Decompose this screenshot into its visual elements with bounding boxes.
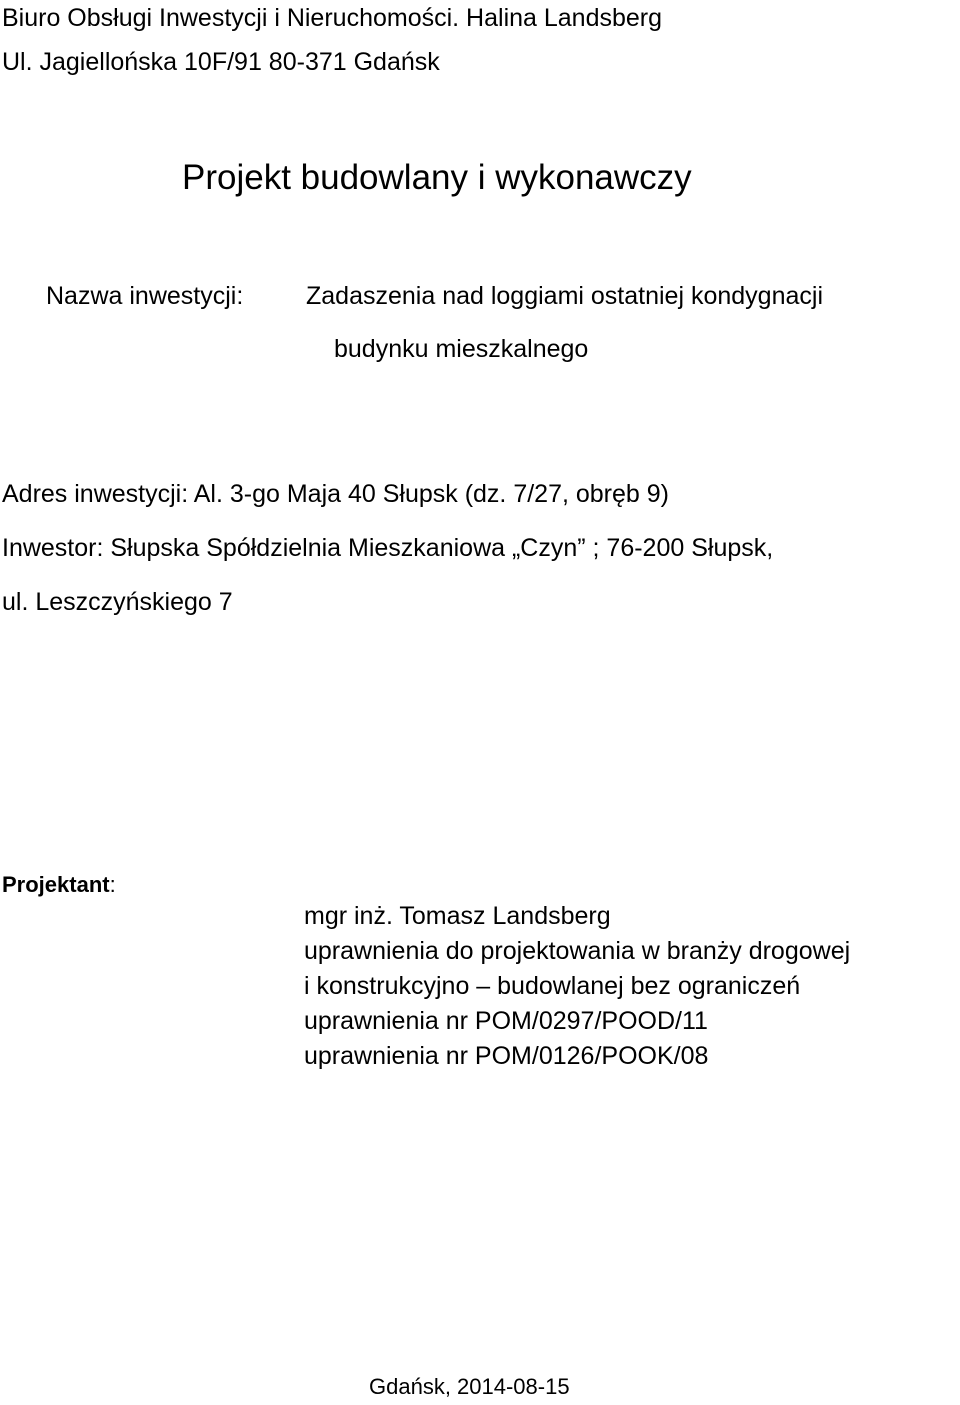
designer-permission-line: uprawnienia nr POM/0297/POOD/11 xyxy=(304,1007,708,1035)
designer-label-colon: : xyxy=(109,872,116,897)
office-address: Ul. Jagiellońska 10F/91 80-371 Gdańsk xyxy=(2,48,440,76)
investment-name-line-1: Zadaszenia nad loggiami ostatniej kondygnacji xyxy=(306,282,823,310)
designer-permission-line: uprawnienia nr POM/0126/POOK/08 xyxy=(304,1042,709,1070)
investor-line-2: ul. Leszczyńskiego 7 xyxy=(2,588,233,616)
document-title: Projekt budowlany i wykonawczy xyxy=(182,158,692,197)
investment-name-line-2: budynku mieszkalnego xyxy=(334,335,589,363)
investor-line-1: Inwestor: Słupska Spółdzielnia Mieszkaniowa „Czyn” ; 76-200 Słupsk, xyxy=(2,534,774,562)
designer-permission-line: uprawnienia do projektowania w branży drogowej xyxy=(304,937,851,965)
designer-label xyxy=(2,874,116,896)
investment-name-label: Nazwa inwestycji: xyxy=(46,282,244,310)
designer-permission-line: i konstrukcyjno – budowlanej bez ograniczeń xyxy=(304,972,801,1000)
investment-address: Adres inwestycji: Al. 3-go Maja 40 Słupsk (dz. 7/27, obręb 9) xyxy=(2,480,669,508)
designer-label-text: Projektant xyxy=(2,872,110,897)
designer-name: mgr inż. Tomasz Landsberg xyxy=(304,902,611,930)
office-name: Biuro Obsługi Inwestycji i Nieruchomości. Halina Landsberg xyxy=(2,4,663,32)
place-and-date: Gdańsk, 2014-08-15 xyxy=(369,1374,570,1399)
